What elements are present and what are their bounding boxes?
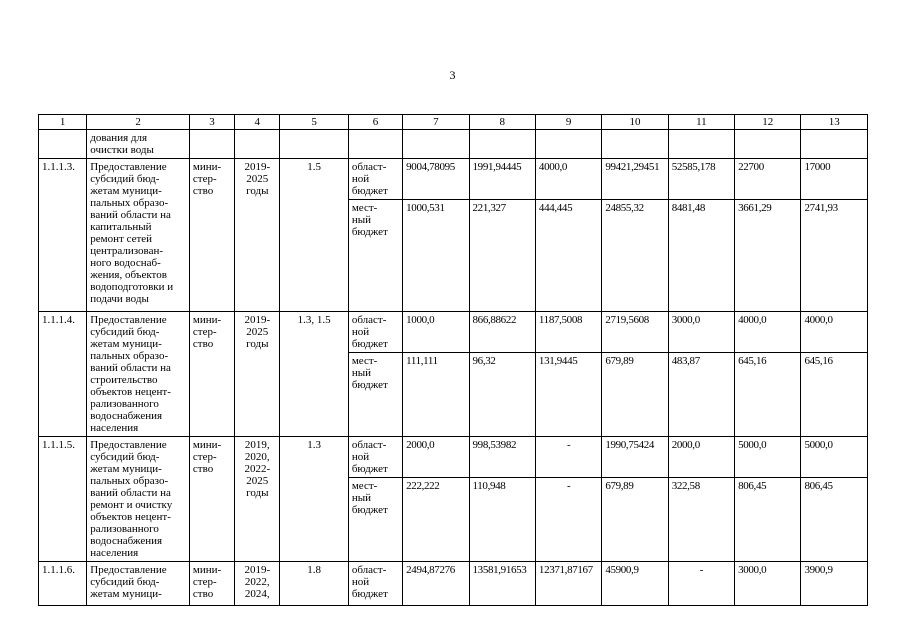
- column-header-6: 6: [348, 115, 402, 130]
- budget-value-col-13: 5000,0: [801, 437, 868, 478]
- budget-value-col-7: 9004,78095: [403, 159, 469, 200]
- budget-value-col-7: 222,222: [403, 478, 469, 562]
- budget-value-col-11: 2000,0: [668, 437, 734, 478]
- budget-value-col-7: 111,111: [403, 353, 469, 437]
- column-header-4: 4: [235, 115, 280, 130]
- row-executor: мини- стер- ство: [189, 312, 234, 437]
- row-indicator: 1.3, 1.5: [280, 312, 348, 437]
- table-row: [39, 562, 868, 606]
- column-header-13: 13: [801, 115, 868, 130]
- budget-value-col-13: 806,45: [801, 478, 868, 562]
- budget-source: мест- ный бюджет: [348, 478, 402, 562]
- table-row: [39, 437, 868, 478]
- row-executor: мини- стер- ство: [189, 437, 234, 562]
- budget-value-col-7: 1000,531: [403, 200, 469, 312]
- budget-value-col-10: 99421,29451: [602, 159, 668, 200]
- row-id: 1.1.1.3.: [39, 159, 87, 312]
- budget-value-col-11: -: [668, 562, 734, 606]
- table-row: [39, 159, 868, 200]
- row-description: Предоставление субсидий бюд- жетам муници- пальных образо- ваний области на строительство объектов нецент- рализованного водоснабжения населения: [87, 312, 190, 437]
- budget-source: област- ной бюджет: [348, 159, 402, 200]
- row-indicator: 1.3: [280, 437, 348, 562]
- row-description: Предоставление субсидий бюд- жетам муници-: [87, 562, 190, 606]
- row-description: Предоставление субсидий бюд- жетам муници- пальных образо- ваний области на ремонт и очистку объектов нецент- рализованного водоснабжения населения: [87, 437, 190, 562]
- continuation-description: дования для очистки воды: [87, 130, 190, 159]
- budget-value-col-10: 679,89: [602, 478, 668, 562]
- budget-source: област- ной бюджет: [348, 312, 402, 353]
- budget-source: област- ной бюджет: [348, 562, 402, 606]
- column-header-12: 12: [735, 115, 801, 130]
- budget-value-col-11: 3000,0: [668, 312, 734, 353]
- column-number-row: [39, 115, 868, 130]
- budget-value-col-10: 45900,9: [602, 562, 668, 606]
- budget-value-col-12: 5000,0: [735, 437, 801, 478]
- budget-value-col-8: 866,88622: [469, 312, 535, 353]
- column-header-11: 11: [668, 115, 734, 130]
- budget-value-col-13: 2741,93: [801, 200, 868, 312]
- row-description: Предоставление субсидий бюд- жетам муници- пальных образо- ваний области на капитальный ремонт сетей централизован- ного водоснаб- жения, объектов водоподготовки и подачи воды: [87, 159, 190, 312]
- row-period: 2019- 2022, 2024,: [235, 562, 280, 606]
- budget-value-col-13: 4000,0: [801, 312, 868, 353]
- table-row: [39, 312, 868, 353]
- column-header-9: 9: [535, 115, 601, 130]
- budget-value-col-11: 322,58: [668, 478, 734, 562]
- column-header-3: 3: [189, 115, 234, 130]
- column-header-8: 8: [469, 115, 535, 130]
- column-header-2: 2: [87, 115, 190, 130]
- column-header-10: 10: [602, 115, 668, 130]
- page-number: 3: [449, 68, 456, 82]
- budget-value-col-10: 24855,32: [602, 200, 668, 312]
- row-id: 1.1.1.5.: [39, 437, 87, 562]
- budget-value-col-8: 96,32: [469, 353, 535, 437]
- budget-value-col-11: 8481,48: [668, 200, 734, 312]
- row-period: 2019- 2025 годы: [235, 312, 280, 437]
- budget-value-col-12: 22700: [735, 159, 801, 200]
- budget-value-col-9: -: [535, 478, 601, 562]
- budget-value-col-10: 2719,5608: [602, 312, 668, 353]
- column-header-5: 5: [280, 115, 348, 130]
- budget-source: мест- ный бюджет: [348, 200, 402, 312]
- budget-value-col-8: 110,948: [469, 478, 535, 562]
- row-executor: мини- стер- ство: [189, 159, 234, 312]
- row-period: 2019, 2020, 2022- 2025 годы: [235, 437, 280, 562]
- budget-value-col-12: 3661,29: [735, 200, 801, 312]
- column-header-7: 7: [403, 115, 469, 130]
- budget-value-col-13: 17000: [801, 159, 868, 200]
- budget-value-col-11: 483,87: [668, 353, 734, 437]
- budget-value-col-8: 998,53982: [469, 437, 535, 478]
- row-id: 1.1.1.6.: [39, 562, 87, 606]
- budget-table: [38, 114, 868, 606]
- budget-value-col-9: -: [535, 437, 601, 478]
- budget-value-col-12: 645,16: [735, 353, 801, 437]
- budget-value-col-10: 679,89: [602, 353, 668, 437]
- budget-source: мест- ный бюджет: [348, 353, 402, 437]
- budget-value-col-12: 3000,0: [735, 562, 801, 606]
- budget-source: област- ной бюджет: [348, 437, 402, 478]
- row-indicator: 1.5: [280, 159, 348, 312]
- budget-value-col-10: 1990,75424: [602, 437, 668, 478]
- continuation-row: [39, 130, 868, 159]
- budget-value-col-11: 52585,178: [668, 159, 734, 200]
- budget-value-col-9: 12371,87167: [535, 562, 601, 606]
- row-id: 1.1.1.4.: [39, 312, 87, 437]
- column-header-1: 1: [39, 115, 87, 130]
- row-indicator: 1.8: [280, 562, 348, 606]
- row-period: 2019- 2025 годы: [235, 159, 280, 312]
- row-executor: мини- стер- ство: [189, 562, 234, 606]
- budget-value-col-9: 444,445: [535, 200, 601, 312]
- budget-value-col-8: 1991,94445: [469, 159, 535, 200]
- budget-value-col-12: 4000,0: [735, 312, 801, 353]
- budget-value-col-13: 645,16: [801, 353, 868, 437]
- continuation-id-cell: [39, 130, 87, 159]
- budget-value-col-8: 221,327: [469, 200, 535, 312]
- budget-value-col-7: 2000,0: [403, 437, 469, 478]
- budget-value-col-9: 1187,5008: [535, 312, 601, 353]
- budget-value-col-13: 3900,9: [801, 562, 868, 606]
- budget-value-col-8: 13581,91653: [469, 562, 535, 606]
- budget-value-col-7: 1000,0: [403, 312, 469, 353]
- budget-value-col-12: 806,45: [735, 478, 801, 562]
- budget-value-col-7: 2494,87276: [403, 562, 469, 606]
- budget-value-col-9: 131,9445: [535, 353, 601, 437]
- budget-value-col-9: 4000,0: [535, 159, 601, 200]
